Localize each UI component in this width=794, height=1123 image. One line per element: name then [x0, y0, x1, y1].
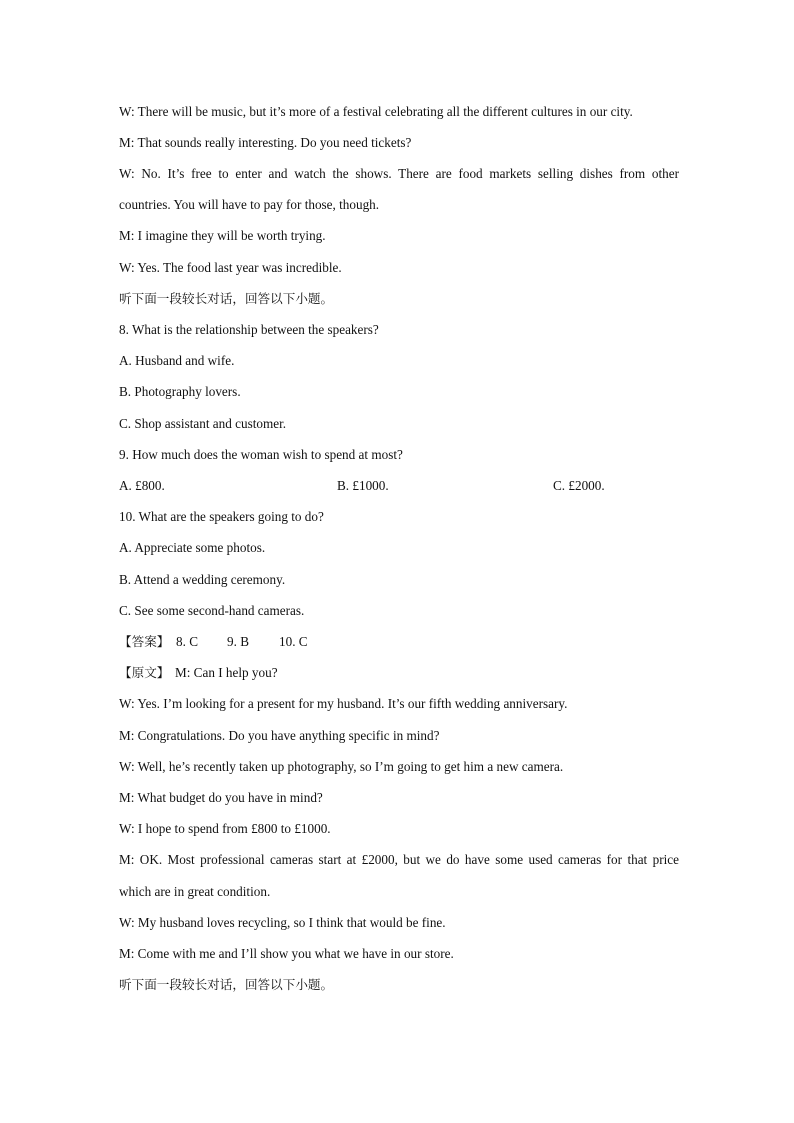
answer-item: 9. B	[227, 634, 249, 649]
transcript-line: W: Well, he’s recently taken up photography, so I’m going to get him a new camera.	[119, 759, 564, 774]
section-instruction: 听下面一段较长对话，回答以下小题。	[119, 291, 334, 306]
dialogue-line: countries. You will have to pay for those, though.	[119, 197, 380, 212]
transcript-label: 【原文】	[119, 665, 170, 680]
question-8-option-c: C. Shop assistant and customer.	[119, 416, 287, 431]
question-10-option-b: B. Attend a wedding ceremony.	[119, 572, 286, 587]
transcript-line: M: OK. Most professional cameras start at £2000, but we do have some used cameras for that price	[119, 852, 679, 867]
dialogue-line: M: That sounds really interesting. Do you need tickets?	[119, 135, 412, 150]
transcript-line: W: My husband loves recycling, so I think that would be fine.	[119, 915, 446, 930]
question-8-option-a: A. Husband and wife.	[119, 353, 235, 368]
question-8: 8. What is the relationship between the speakers?	[119, 322, 379, 337]
question-9-option-b: B. £1000.	[337, 478, 389, 493]
transcript-line: M: Come with me and I’ll show you what we have in our store.	[119, 946, 454, 961]
answer-item: 8. C	[176, 634, 198, 649]
transcript-line: M: Congratulations. Do you have anything specific in mind?	[119, 728, 440, 743]
transcript-line: which are in great condition.	[119, 884, 271, 899]
question-9: 9. How much does the woman wish to spend at most?	[119, 447, 403, 462]
answer-key	[119, 633, 679, 651]
transcript-line: M: What budget do you have in mind?	[119, 790, 323, 805]
question-9-options	[119, 477, 679, 495]
question-10-option-c: C. See some second-hand cameras.	[119, 603, 305, 618]
answer-item: 10. C	[279, 634, 308, 649]
answer-label: 【答案】	[119, 634, 170, 649]
dialogue-line: W: Yes. The food last year was incredible.	[119, 260, 342, 275]
question-9-option-c: C. £2000.	[553, 478, 605, 493]
transcript-header	[119, 664, 679, 682]
question-10: 10. What are the speakers going to do?	[119, 509, 324, 524]
transcript-line: W: I hope to spend from £800 to £1000.	[119, 821, 331, 836]
question-8-option-b: B. Photography lovers.	[119, 384, 241, 399]
transcript-line: W: Yes. I’m looking for a present for my husband. It’s our fifth wedding anniversary.	[119, 696, 568, 711]
transcript-line: M: Can I help you?	[175, 665, 278, 680]
section-instruction: 听下面一段较长对话，回答以下小题。	[119, 977, 334, 992]
dialogue-line: M: I imagine they will be worth trying.	[119, 228, 326, 243]
question-10-option-a: A. Appreciate some photos.	[119, 540, 266, 555]
dialogue-line: W: No. It’s free to enter and watch the shows. There are food markets selling dishes from other	[119, 166, 679, 181]
question-9-option-a: A. £800.	[119, 478, 165, 493]
dialogue-line: W: There will be music, but it’s more of a festival celebrating all the different cultures in our city.	[119, 104, 633, 119]
